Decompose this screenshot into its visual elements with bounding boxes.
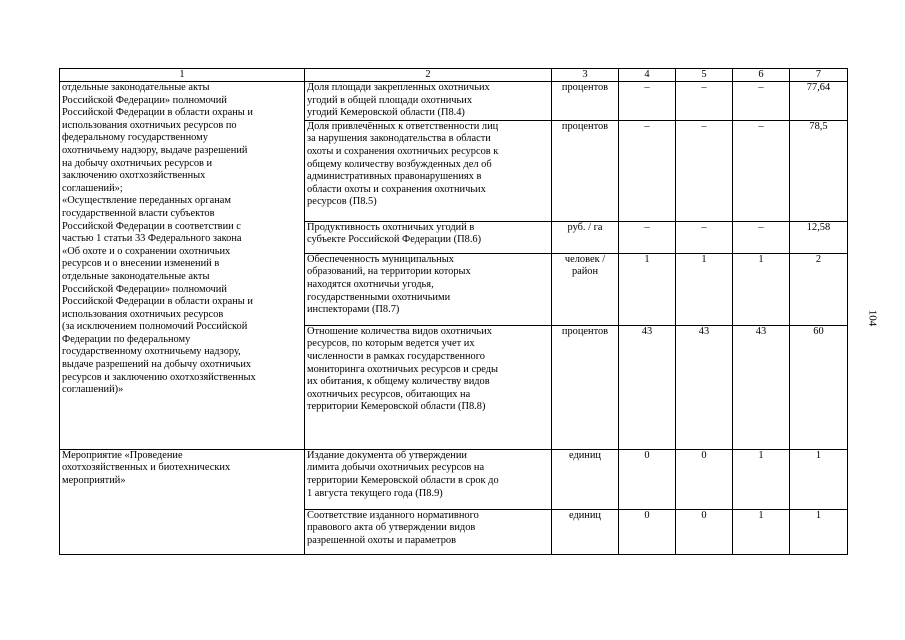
value-cell: 0 [676, 509, 733, 554]
unit-cell: единиц [552, 509, 619, 554]
indicator-cell: Издание документа об утверждении лимита добычи охотничьих ресурсов на территории Кемеровской области в срок до 1 августа текущего года (П8.9) [305, 449, 552, 509]
header-col-3: 3 [552, 69, 619, 82]
value-cell: 1 [619, 253, 676, 325]
value-cell: – [619, 221, 676, 253]
value-cell: 1 [733, 449, 790, 509]
value-cell: 1 [676, 253, 733, 325]
value-cell: 1 [790, 509, 848, 554]
indicator-cell: Продуктивность охотничьих угодий в субъекте Российской Федерации (П8.6) [305, 221, 552, 253]
indicator-cell: Доля привлечённых к ответственности лиц за нарушения законодательства в области охоты и сохранения охотничьих ресурсов к общему количеству возбужденных дел об административных правонарушениях в области охоты и сохранения охотничьих ресурсов (П8.5) [305, 120, 552, 221]
value-cell: 78,5 [790, 120, 848, 221]
event-description: Мероприятие «Проведение охотхозяйственных и биотехнических мероприятий» [60, 449, 305, 554]
value-cell: 0 [619, 449, 676, 509]
header-col-1: 1 [60, 69, 305, 82]
value-cell: 77,64 [790, 82, 848, 121]
unit-cell: руб. / га [552, 221, 619, 253]
value-cell: 0 [676, 449, 733, 509]
value-cell: 12,58 [790, 221, 848, 253]
unit-cell: человек / район [552, 253, 619, 325]
value-cell: 2 [790, 253, 848, 325]
event-description: отдельные законодательные акты Российской Федерации» полномочий Российской Федерации в области охраны и использования охотничьих ресурсов по федеральному государственному охотничьему надзору, выдаче разрешений на добычу охотничьих ресурсов и заключению охотхозяйственных соглашений»; «Осуществление переданных органам государственной власти субъектов Российской Федерации в соответствии с частью 1 статьи 33 Федерального закона «Об охоте и о сохранении охотничьих ресурсов и о внесении изменений в отдельные законодательные акты Российской Федерации» полномочий Российской Федерации в области охраны и использования охотничьих ресурсов (за исключением полномочий Российской Федерации по федеральному государственному охотничьему надзору, выдаче разрешений на добычу охотничьих ресурсов и заключению охотхозяйственных соглашений)» [60, 82, 305, 450]
header-col-6: 6 [733, 69, 790, 82]
header-col-5: 5 [676, 69, 733, 82]
value-cell: – [733, 120, 790, 221]
value-cell: 43 [619, 325, 676, 449]
unit-cell: процентов [552, 120, 619, 221]
value-cell: – [619, 82, 676, 121]
value-cell: 43 [733, 325, 790, 449]
indicator-cell: Обеспеченность муниципальных образований, на территории которых находятся охотничьи угодья, государственными охотничьими инспекторами (П8.7) [305, 253, 552, 325]
unit-cell: процентов [552, 325, 619, 449]
value-cell: 1 [790, 449, 848, 509]
value-cell: 1 [733, 509, 790, 554]
indicator-cell: Соответствие изданного нормативного правового акта об утверждении видов разрешенной охоты и параметров [305, 509, 552, 554]
indicators-table [59, 68, 848, 555]
unit-cell: процентов [552, 82, 619, 121]
value-cell: – [733, 82, 790, 121]
indicator-cell: Отношение количества видов охотничьих ресурсов, по которым ведется учет их численности в рамках государственного мониторинга охотничьих ресурсов и среды их обитания, к общему количеству видов охотничьих ресурсов, обитающих на территории Кемеровской области (П8.8) [305, 325, 552, 449]
value-cell: – [733, 221, 790, 253]
value-cell: – [619, 120, 676, 221]
table-row [60, 449, 848, 509]
header-col-7: 7 [790, 69, 848, 82]
value-cell: – [676, 221, 733, 253]
value-cell: 60 [790, 325, 848, 449]
indicator-cell: Доля площади закрепленных охотничьих угодий в общей площади охотничьих угодий Кемеровской области (П8.4) [305, 82, 552, 121]
value-cell: – [676, 82, 733, 121]
unit-cell: единиц [552, 449, 619, 509]
header-row [60, 69, 848, 82]
header-col-4: 4 [619, 69, 676, 82]
value-cell: 43 [676, 325, 733, 449]
page-number: 104 [866, 309, 879, 327]
value-cell: 1 [733, 253, 790, 325]
table-row [60, 82, 848, 121]
value-cell: 0 [619, 509, 676, 554]
value-cell: – [676, 120, 733, 221]
header-col-2: 2 [305, 69, 552, 82]
